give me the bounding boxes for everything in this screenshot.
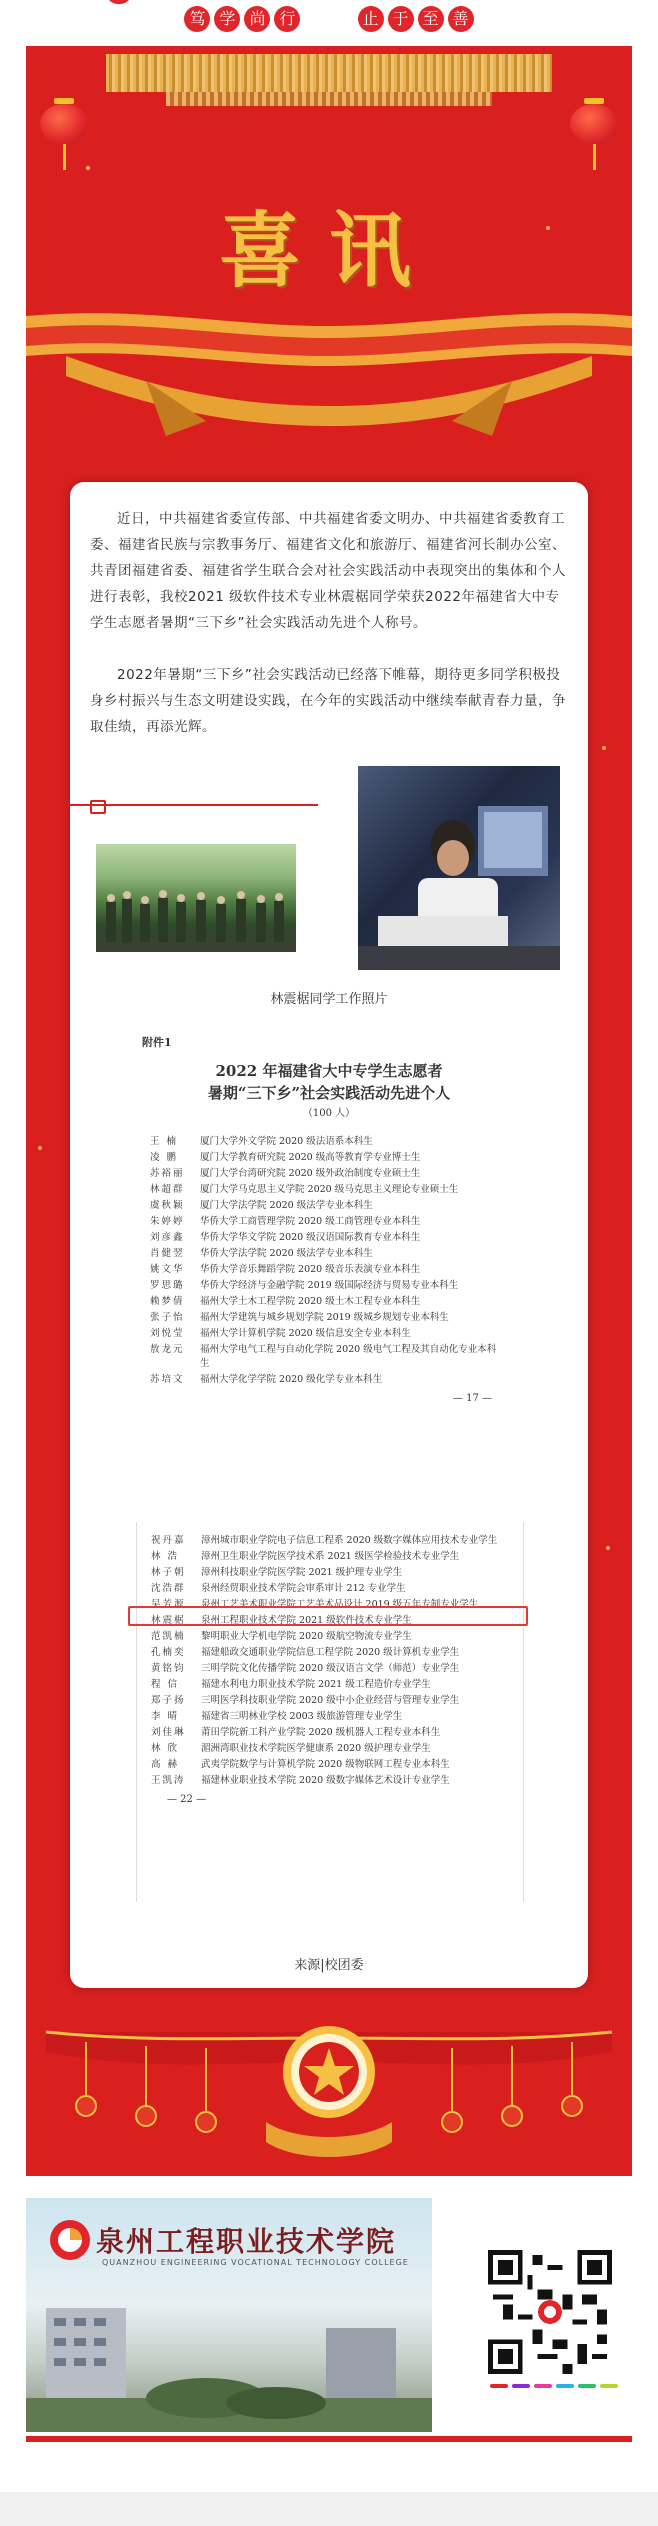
document-list — [136, 1135, 522, 1387]
person-name: 林 欣 — [151, 1743, 180, 1754]
announcement-poster — [26, 46, 632, 2176]
person-description: 三明学院文化传播学院 2020 级汉语言文学（师范）专业学生 — [201, 1663, 460, 1674]
divider-mark — [90, 800, 106, 814]
person-name: 王 楠 — [150, 1136, 179, 1147]
person-description: 泉州经贸职业技术学院会审系审计 212 专业学生 — [201, 1583, 406, 1594]
motto-left — [182, 0, 302, 38]
person-name: 吴芳源 — [151, 1599, 186, 1610]
document-row — [150, 1311, 500, 1325]
person-description: 三明医学科技职业学院 2020 级中小企业经营与管理专业学生 — [201, 1695, 460, 1706]
motto-char: 行 — [274, 6, 300, 32]
person-name: 李 晴 — [151, 1711, 180, 1722]
person-name: 高 赫 — [151, 1759, 180, 1770]
person-description: 福建船政交通职业学院信息工程学院 2020 级计算机专业学生 — [201, 1647, 460, 1658]
person-description: 厦门大学外文学院 2020 级法语系本科生 — [200, 1136, 373, 1147]
color-dot — [600, 2384, 618, 2388]
person-description: 湄洲湾职业技术学院医学健康系 2020 级护理专业学生 — [201, 1743, 431, 1754]
document-row — [150, 1279, 500, 1293]
motto-char: 尚 — [244, 6, 270, 32]
person-description: 华侨大学音乐舞蹈学院 2020 级音乐表演专业本科生 — [200, 1264, 421, 1275]
document-row — [150, 1343, 500, 1371]
page-number: — 22 — — [167, 1794, 207, 1805]
person-name: 赖梦倩 — [150, 1296, 185, 1307]
person-description: 福建林业职业技术学院 2020 级数字媒体艺术设计专业学生 — [201, 1775, 450, 1786]
bottom-ribbon-decoration — [26, 2002, 632, 2176]
color-dot — [556, 2384, 574, 2388]
person-description: 厦门大学法学院 2020 级法学专业本科生 — [200, 1200, 373, 1211]
person-name: 肖健翌 — [150, 1248, 185, 1259]
document-row — [151, 1566, 501, 1580]
document-row — [151, 1534, 501, 1548]
document-row — [151, 1694, 501, 1708]
article-paragraph: 近日，中共福建省委宣传部、中共福建省委文明办、中共福建省委教育工委、福建省民族与宗教事务厅、福建省文化和旅游厅、福建省河长制办公室、共青团福建省委、福建省学生联合会对社会实践活动中表现突出的集体和个人进行表彰，我校2021 级软件技术专业林震椐同学荣获2022年福建省大中专学生志愿者暑期“三下乡”社会实践活动先进个人称号。 — [90, 511, 566, 631]
person-name: 刘佳琳 — [151, 1727, 186, 1738]
motto-char: 善 — [448, 6, 474, 32]
document-row — [151, 1630, 501, 1644]
sparkle-decoration — [606, 1546, 610, 1550]
person-description: 华侨大学经济与金融学院 2019 级国际经济与贸易专业本科生 — [200, 1280, 459, 1291]
person-description: 福建省三明林业学校 2003 级旅游管理专业学生 — [201, 1711, 403, 1722]
document-list — [137, 1534, 523, 1788]
person-name: 王凯涛 — [151, 1775, 186, 1786]
document-row — [151, 1742, 501, 1756]
person-name: 郑子扬 — [151, 1695, 186, 1706]
school-logo-icon — [48, 2218, 92, 2262]
page-number: — 17 — — [452, 1393, 492, 1404]
document-row — [151, 1646, 501, 1660]
person-description: 武夷学院数学与计算机学院 2020 级物联网工程专业本科生 — [201, 1759, 450, 1770]
person-description: 华侨大学工商管理学院 2020 级工商管理专业本科生 — [200, 1216, 421, 1227]
person-description: 福建水利电力职业技术学院 2021 级工程造价专业学生 — [201, 1679, 431, 1690]
document-title-line: 暑期“三下乡”社会实践活动先进个人 — [207, 1084, 451, 1102]
document-row — [151, 1758, 501, 1772]
document-row — [151, 1550, 501, 1564]
document-row — [150, 1183, 500, 1197]
document-row — [150, 1231, 500, 1245]
color-dot-row — [490, 2384, 618, 2388]
document-row — [151, 1726, 501, 1740]
person-description: 漳州城市职业学院电子信息工程系 2020 级数字媒体应用技术专业学生 — [201, 1535, 498, 1546]
person-name: 范凯楠 — [151, 1631, 186, 1642]
motto-char: 学 — [214, 6, 240, 32]
motto-bar — [0, 0, 658, 46]
person-name: 沈浩群 — [151, 1583, 186, 1594]
person-name: 凌 鹏 — [150, 1152, 179, 1163]
document-row — [150, 1373, 500, 1387]
document-row — [150, 1327, 500, 1341]
ribbon-decoration — [26, 286, 632, 446]
qr-code-icon[interactable] — [488, 2250, 612, 2374]
sparkle-decoration — [86, 166, 90, 170]
person-description: 福州大学电气工程与自动化学院 2020 级电气工程及其自动化专业本科生 — [200, 1344, 497, 1369]
attachment-document-page — [136, 1030, 522, 1490]
motto-char: 止 — [358, 6, 384, 32]
article-paragraph: 2022年暑期“三下乡”社会实践活动已经落下帷幕，期待更多同学积极投身乡村振兴与生态文明建设实践，在今年的实践活动中继续奉献青春力量，争取佳绩，再添光辉。 — [90, 667, 566, 735]
document-row — [150, 1247, 500, 1261]
motto-char: 笃 — [184, 6, 210, 32]
photo-caption: 林震椐同学工作照片 — [270, 992, 388, 1007]
document-row — [150, 1215, 500, 1229]
person-description: 福州大学建筑与城乡规划学院 2019 级城乡规划专业本科生 — [200, 1312, 449, 1323]
document-row — [151, 1710, 501, 1724]
source-credit: 来源|校团委 — [294, 1958, 364, 1973]
document-title-line: 2022 年福建省大中专学生志愿者 — [215, 1062, 443, 1080]
student-working-photo — [358, 766, 560, 970]
person-description: 莆田学院新工科产业学院 2020 级机器人工程专业本科生 — [201, 1727, 441, 1738]
document-row — [150, 1199, 500, 1213]
person-name: 罗思璐 — [150, 1280, 185, 1291]
motto-char: 于 — [388, 6, 414, 32]
person-description: 漳州科技职业学院医学院 2021 级护理专业学生 — [201, 1567, 403, 1578]
person-name: 刘彦鑫 — [150, 1232, 185, 1243]
document-row — [150, 1263, 500, 1277]
person-name: 林超群 — [150, 1184, 185, 1195]
sparkle-decoration — [602, 746, 606, 750]
document-row — [151, 1582, 501, 1596]
highlight-box — [128, 1606, 528, 1626]
school-name: 泉州工程职业技术学院 — [96, 2225, 397, 2258]
page-footer — [0, 2492, 658, 2526]
person-name: 朱婷婷 — [150, 1216, 185, 1227]
document-row — [150, 1151, 500, 1165]
document-title — [136, 1060, 522, 1104]
document-row — [150, 1295, 500, 1309]
document-count: （100 人） — [302, 1108, 356, 1119]
person-name: 林 浩 — [151, 1551, 180, 1562]
person-description: 厦门大学台湾研究院 2020 级外政治制度专业硕士生 — [200, 1168, 421, 1179]
person-description: 泉州工程职业技术学院 2021 级软件技术专业学生 — [201, 1615, 412, 1626]
document-row — [150, 1167, 500, 1181]
attachment-label: 附件1 — [142, 1036, 172, 1049]
motto-right — [356, 0, 476, 38]
person-name: 张子怡 — [150, 1312, 185, 1323]
person-name: 刘悦莹 — [150, 1328, 185, 1339]
person-description: 福州大学土木工程学院 2020 级土木工程专业本科生 — [200, 1296, 421, 1307]
gold-banner-decoration — [106, 54, 552, 92]
person-name: 苏裕丽 — [150, 1168, 185, 1179]
person-name: 林子朝 — [151, 1567, 186, 1578]
person-description: 厦门大学马克思主义学院 2020 级马克思主义理论专业硕士生 — [200, 1184, 459, 1195]
school-banner — [26, 2198, 632, 2432]
color-dot — [578, 2384, 596, 2388]
lantern-right-icon — [570, 98, 618, 170]
article-card — [70, 482, 588, 1988]
bottom-bar — [26, 2436, 632, 2442]
person-name: 祝丹嘉 — [151, 1535, 186, 1546]
lantern-left-icon — [40, 98, 88, 170]
person-description: 黎明职业大学机电学院 2020 级航空物流专业学生 — [201, 1631, 412, 1642]
page-title: 喜讯 — [218, 203, 439, 299]
color-dot — [490, 2384, 508, 2388]
group-photo — [96, 844, 296, 952]
person-description: 福州大学计算机学院 2020 级信息安全专业本科生 — [200, 1328, 411, 1339]
document-row — [151, 1774, 501, 1788]
color-dot — [512, 2384, 530, 2388]
person-name: 孔楠奕 — [151, 1647, 186, 1658]
person-name: 程 信 — [151, 1679, 180, 1690]
person-description: 华侨大学华文学院 2020 级汉语国际教育专业本科生 — [200, 1232, 421, 1243]
person-name: 黄铭钧 — [151, 1663, 186, 1674]
person-description: 漳州卫生职业学院医学技术系 2021 级医学检验技术专业学生 — [201, 1551, 460, 1562]
person-name: 敖龙元 — [150, 1344, 185, 1355]
sparkle-decoration — [38, 1146, 42, 1150]
motto-char: 至 — [418, 6, 444, 32]
person-description: 华侨大学法学院 2020 级法学专业本科生 — [200, 1248, 373, 1259]
document-row — [151, 1678, 501, 1692]
person-name: 林震椐 — [151, 1615, 186, 1626]
school-name-english: QUANZHOU ENGINEERING VOCATIONAL TECHNOLOGY COLLEGE — [102, 2258, 409, 2267]
gold-banner-decoration — [166, 92, 492, 106]
person-name: 虞秋颖 — [150, 1200, 185, 1211]
person-name: 苏培文 — [150, 1374, 185, 1385]
document-row — [151, 1662, 501, 1676]
person-name: 姚文华 — [150, 1264, 185, 1275]
person-description: 福州大学化学学院 2020 级化学专业本科生 — [200, 1374, 383, 1385]
color-dot — [534, 2384, 552, 2388]
person-description: 厦门大学教育研究院 2020 级高等教育学专业博士生 — [200, 1152, 421, 1163]
person-description: 泉州工艺美术职业学院工艺美术品设计 2019 级五年专制专业学生 — [201, 1599, 479, 1610]
attachment-document-page — [136, 1522, 524, 1902]
document-row — [150, 1135, 500, 1149]
